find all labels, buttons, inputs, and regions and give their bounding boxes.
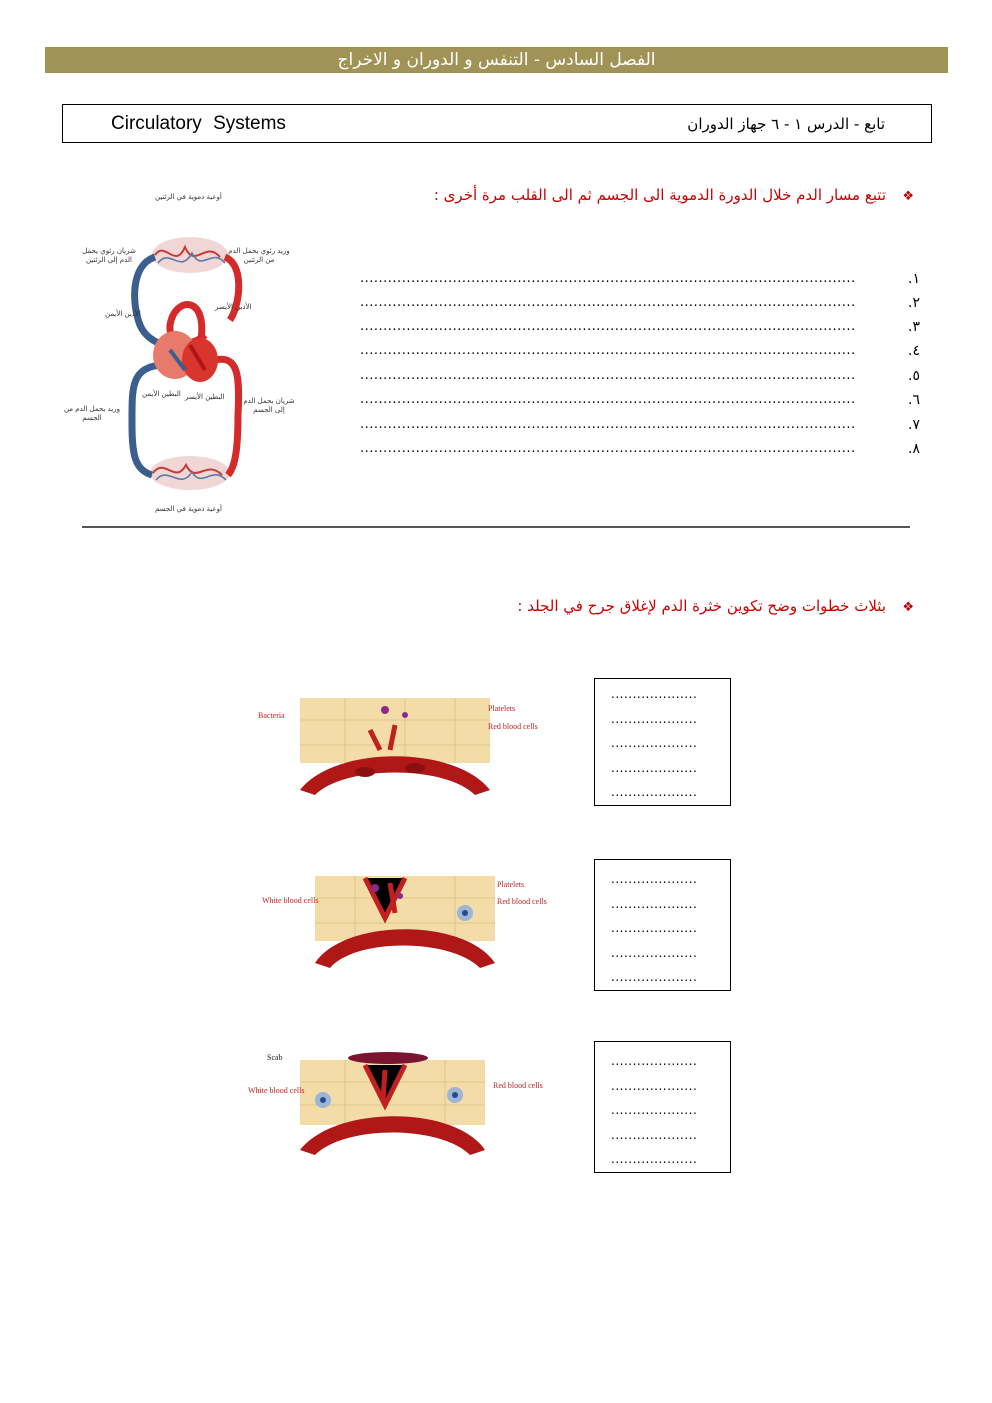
box-dots: ....................: [611, 736, 698, 750]
answer-dots: ...........................................................................................................: [360, 417, 856, 432]
question-2-text: بثلاث خطوات وضح تكوين خثرة الدم لإغلاق جرح في الجلد :: [517, 597, 886, 615]
answer-line[interactable]: [360, 271, 920, 291]
label-left-atrium: الأذين الأيسر: [215, 303, 252, 311]
answer-line[interactable]: [360, 295, 920, 315]
chapter-banner: الفصل السادس - التنفس و الدوران و الاخراج: [45, 47, 948, 73]
answer-number: ٤.: [908, 343, 920, 359]
answer-dots: ...........................................................................................................: [360, 441, 856, 456]
box-dots: ....................: [611, 945, 698, 960]
label-right-atrium: الأذين الأيمن: [105, 310, 141, 318]
label-artery-to-body: شريان يحمل الدم إلى الجسم: [243, 397, 295, 414]
label-pulmonary-artery: شريان رئوي يحمل الدم إلى الرئتين: [82, 247, 136, 264]
label-red-blood-cells: Red blood cells: [493, 1081, 543, 1090]
answer-number: ٢.: [908, 295, 920, 311]
answer-number: ٨.: [908, 441, 920, 457]
circulatory-diagram: [60, 185, 310, 535]
answer-line[interactable]: [360, 343, 920, 363]
answer-line[interactable]: [360, 368, 920, 388]
label-bacteria: Bacteria: [258, 711, 285, 720]
box-dots: ....................: [611, 1103, 698, 1117]
box-dots: ....................: [611, 1078, 698, 1093]
label-platelets: Platelets: [488, 704, 516, 713]
answer-number: ٦.: [908, 392, 920, 408]
question-1-text: تتبع مسار الدم خلال الدورة الدموية الى الجسم ثم الى القلب مرة أخرى :: [433, 186, 886, 204]
answer-dots: ...........................................................................................................: [360, 319, 856, 334]
box-dots: ....................: [611, 687, 698, 701]
answer-line[interactable]: [360, 319, 920, 339]
answer-number: ٥.: [908, 368, 920, 384]
bullet-icon: ❖: [902, 189, 914, 204]
label-platelets: Platelets: [497, 880, 525, 889]
box-dots: ....................: [611, 760, 698, 775]
box-dots: ....................: [611, 785, 698, 799]
answer-number: ٧.: [908, 417, 920, 433]
answer-line[interactable]: [360, 392, 920, 412]
lesson-title-box: [62, 104, 932, 143]
answer-dots: ...........................................................................................................: [360, 343, 856, 358]
label-red-blood-cells: Red blood cells: [497, 897, 547, 906]
answer-box-3[interactable]: [594, 1041, 731, 1173]
label-scab: Scab: [267, 1053, 283, 1062]
answer-dots: ...........................................................................................................: [360, 295, 856, 310]
label-lung-vessels: أوعية دموية في الرئتين: [155, 193, 222, 201]
answer-box-1[interactable]: [594, 678, 731, 806]
wound-illustration: [255, 1050, 555, 1160]
clot-step-3-image: [255, 1050, 555, 1160]
label-white-blood-cells: White blood cells: [248, 1086, 305, 1095]
box-dots: ....................: [611, 711, 698, 726]
lesson-title-english: Circulatory Systems: [111, 113, 286, 134]
label-vein-from-body: وريد يحمل الدم من الجسم: [63, 405, 121, 422]
label-pulmonary-vein: وريد رئوي يحمل الدم من الرئتين: [228, 247, 290, 264]
answer-line[interactable]: [360, 441, 920, 461]
box-dots: ....................: [611, 970, 698, 984]
answer-dots: ...........................................................................................................: [360, 368, 856, 383]
label-right-ventricle: البطين الأيمن: [142, 390, 181, 398]
bullet-icon: ❖: [902, 600, 914, 615]
box-dots: ....................: [611, 1152, 698, 1166]
box-dots: ....................: [611, 1127, 698, 1142]
label-red-blood-cells: Red blood cells: [488, 722, 538, 731]
answer-box-2[interactable]: [594, 859, 731, 991]
answer-number: ١.: [908, 271, 920, 287]
box-dots: ....................: [611, 896, 698, 911]
label-body-vessels: أوعية دموية في الجسم: [155, 505, 222, 513]
section-divider: [82, 526, 910, 528]
answer-dots: ...........................................................................................................: [360, 271, 856, 286]
lesson-title-arabic: تابع - الدرس ١ - ٦ جهاز الدوران: [687, 115, 885, 133]
answer-dots: ...........................................................................................................: [360, 392, 856, 407]
label-left-ventricle: البطين الأيسر: [185, 393, 225, 401]
circulation-illustration: [60, 185, 310, 535]
box-dots: ....................: [611, 921, 698, 935]
box-dots: ....................: [611, 1054, 698, 1068]
label-white-blood-cells: White blood cells: [262, 896, 319, 905]
answer-line[interactable]: [360, 417, 920, 437]
box-dots: ....................: [611, 872, 698, 886]
answer-number: ٣.: [908, 319, 920, 335]
